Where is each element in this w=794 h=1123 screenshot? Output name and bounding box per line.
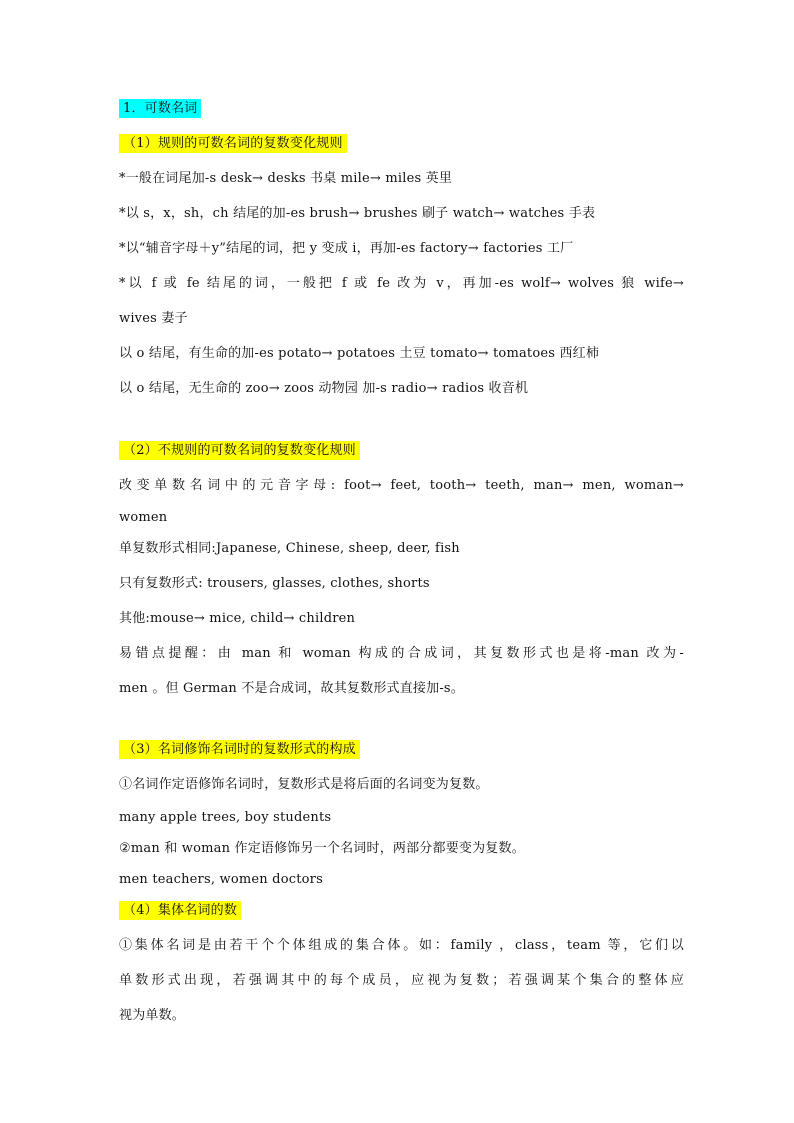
section-title-text: 1．可数名词: [119, 99, 201, 118]
part1-line: 以 o 结尾，无生命的 zoo→ zoos 动物园 加-s radio→ radios 收音机: [119, 381, 529, 396]
part3-line: many apple trees, boy students: [119, 810, 332, 825]
part3-line: ②man 和 woman 作定语修饰另一个名词时，两部分都要变为复数。: [119, 841, 525, 856]
part2-line: 单复数形式相同:Japanese, Chinese, sheep, deer, fish: [119, 541, 460, 556]
part4-line: ①集体名词是由若干个个体组成的集合体。如：family ，class，team 等，它们以: [119, 938, 684, 953]
part1-line: *以 s，x，sh，ch 结尾的加-es brush→ brushes 刷子 watch→ watches 手表: [119, 206, 596, 221]
part3-line: ①名词作定语修饰名词时，复数形式是将后面的名词变为复数。: [119, 777, 489, 792]
part1-line: wives 妻子: [119, 311, 188, 326]
part4-line: 单数形式出现，若强调其中的每个成员，应视为复数；若强调某个集合的整体应: [119, 973, 684, 988]
section-title: [119, 100, 684, 118]
part1-line: *一般在词尾加-s desk→ desks 书桌 mile→ miles 英里: [119, 171, 453, 186]
part4-heading-text: （4）集体名词的数: [119, 901, 241, 920]
part1-heading-text: （1）规则的可数名词的复数变化规则: [119, 134, 347, 153]
part2-line: 其他:mouse→ mice, child→ children: [119, 611, 356, 626]
part2-heading: [119, 442, 684, 460]
part1-line: *以 f 或 fe 结尾的词，一般把 f 或 fe 改为 v，再加-es wolf→ wolves 狼 wife→: [119, 276, 684, 291]
part1-line: 以 o 结尾，有生命的加-es potato→ potatoes 土豆 tomato→ tomatoes 西红柿: [119, 346, 600, 361]
part2-line: 只有复数形式: trousers, glasses, clothes, shorts: [119, 576, 430, 591]
part1-heading: [119, 135, 684, 153]
part2-heading-text: （2）不规则的可数名词的复数变化规则: [119, 441, 360, 460]
part2-line: men 。但 German 不是合成词，故其复数形式直接加-s。: [119, 681, 464, 696]
part3-line: men teachers, women doctors: [119, 872, 323, 887]
part2-line: 改变单数名词中的元音字母: foot→ feet, tooth→ teeth, man→ men, woman→: [119, 478, 684, 493]
part4-heading: [119, 902, 684, 920]
part2-line: 易错点提醒：由 man 和 woman 构成的合成词，其复数形式也是将-man 改为-: [119, 646, 684, 661]
part3-heading: [119, 741, 684, 759]
part3-heading-text: （3）名词修饰名词时的复数形式的构成: [119, 740, 360, 759]
part2-line: women: [119, 510, 168, 525]
part1-line: *以“辅音字母＋y”结尾的词，把 y 变成 i，再加-es factory→ factories 工厂: [119, 241, 574, 256]
part4-line: 视为单数。: [119, 1008, 186, 1023]
